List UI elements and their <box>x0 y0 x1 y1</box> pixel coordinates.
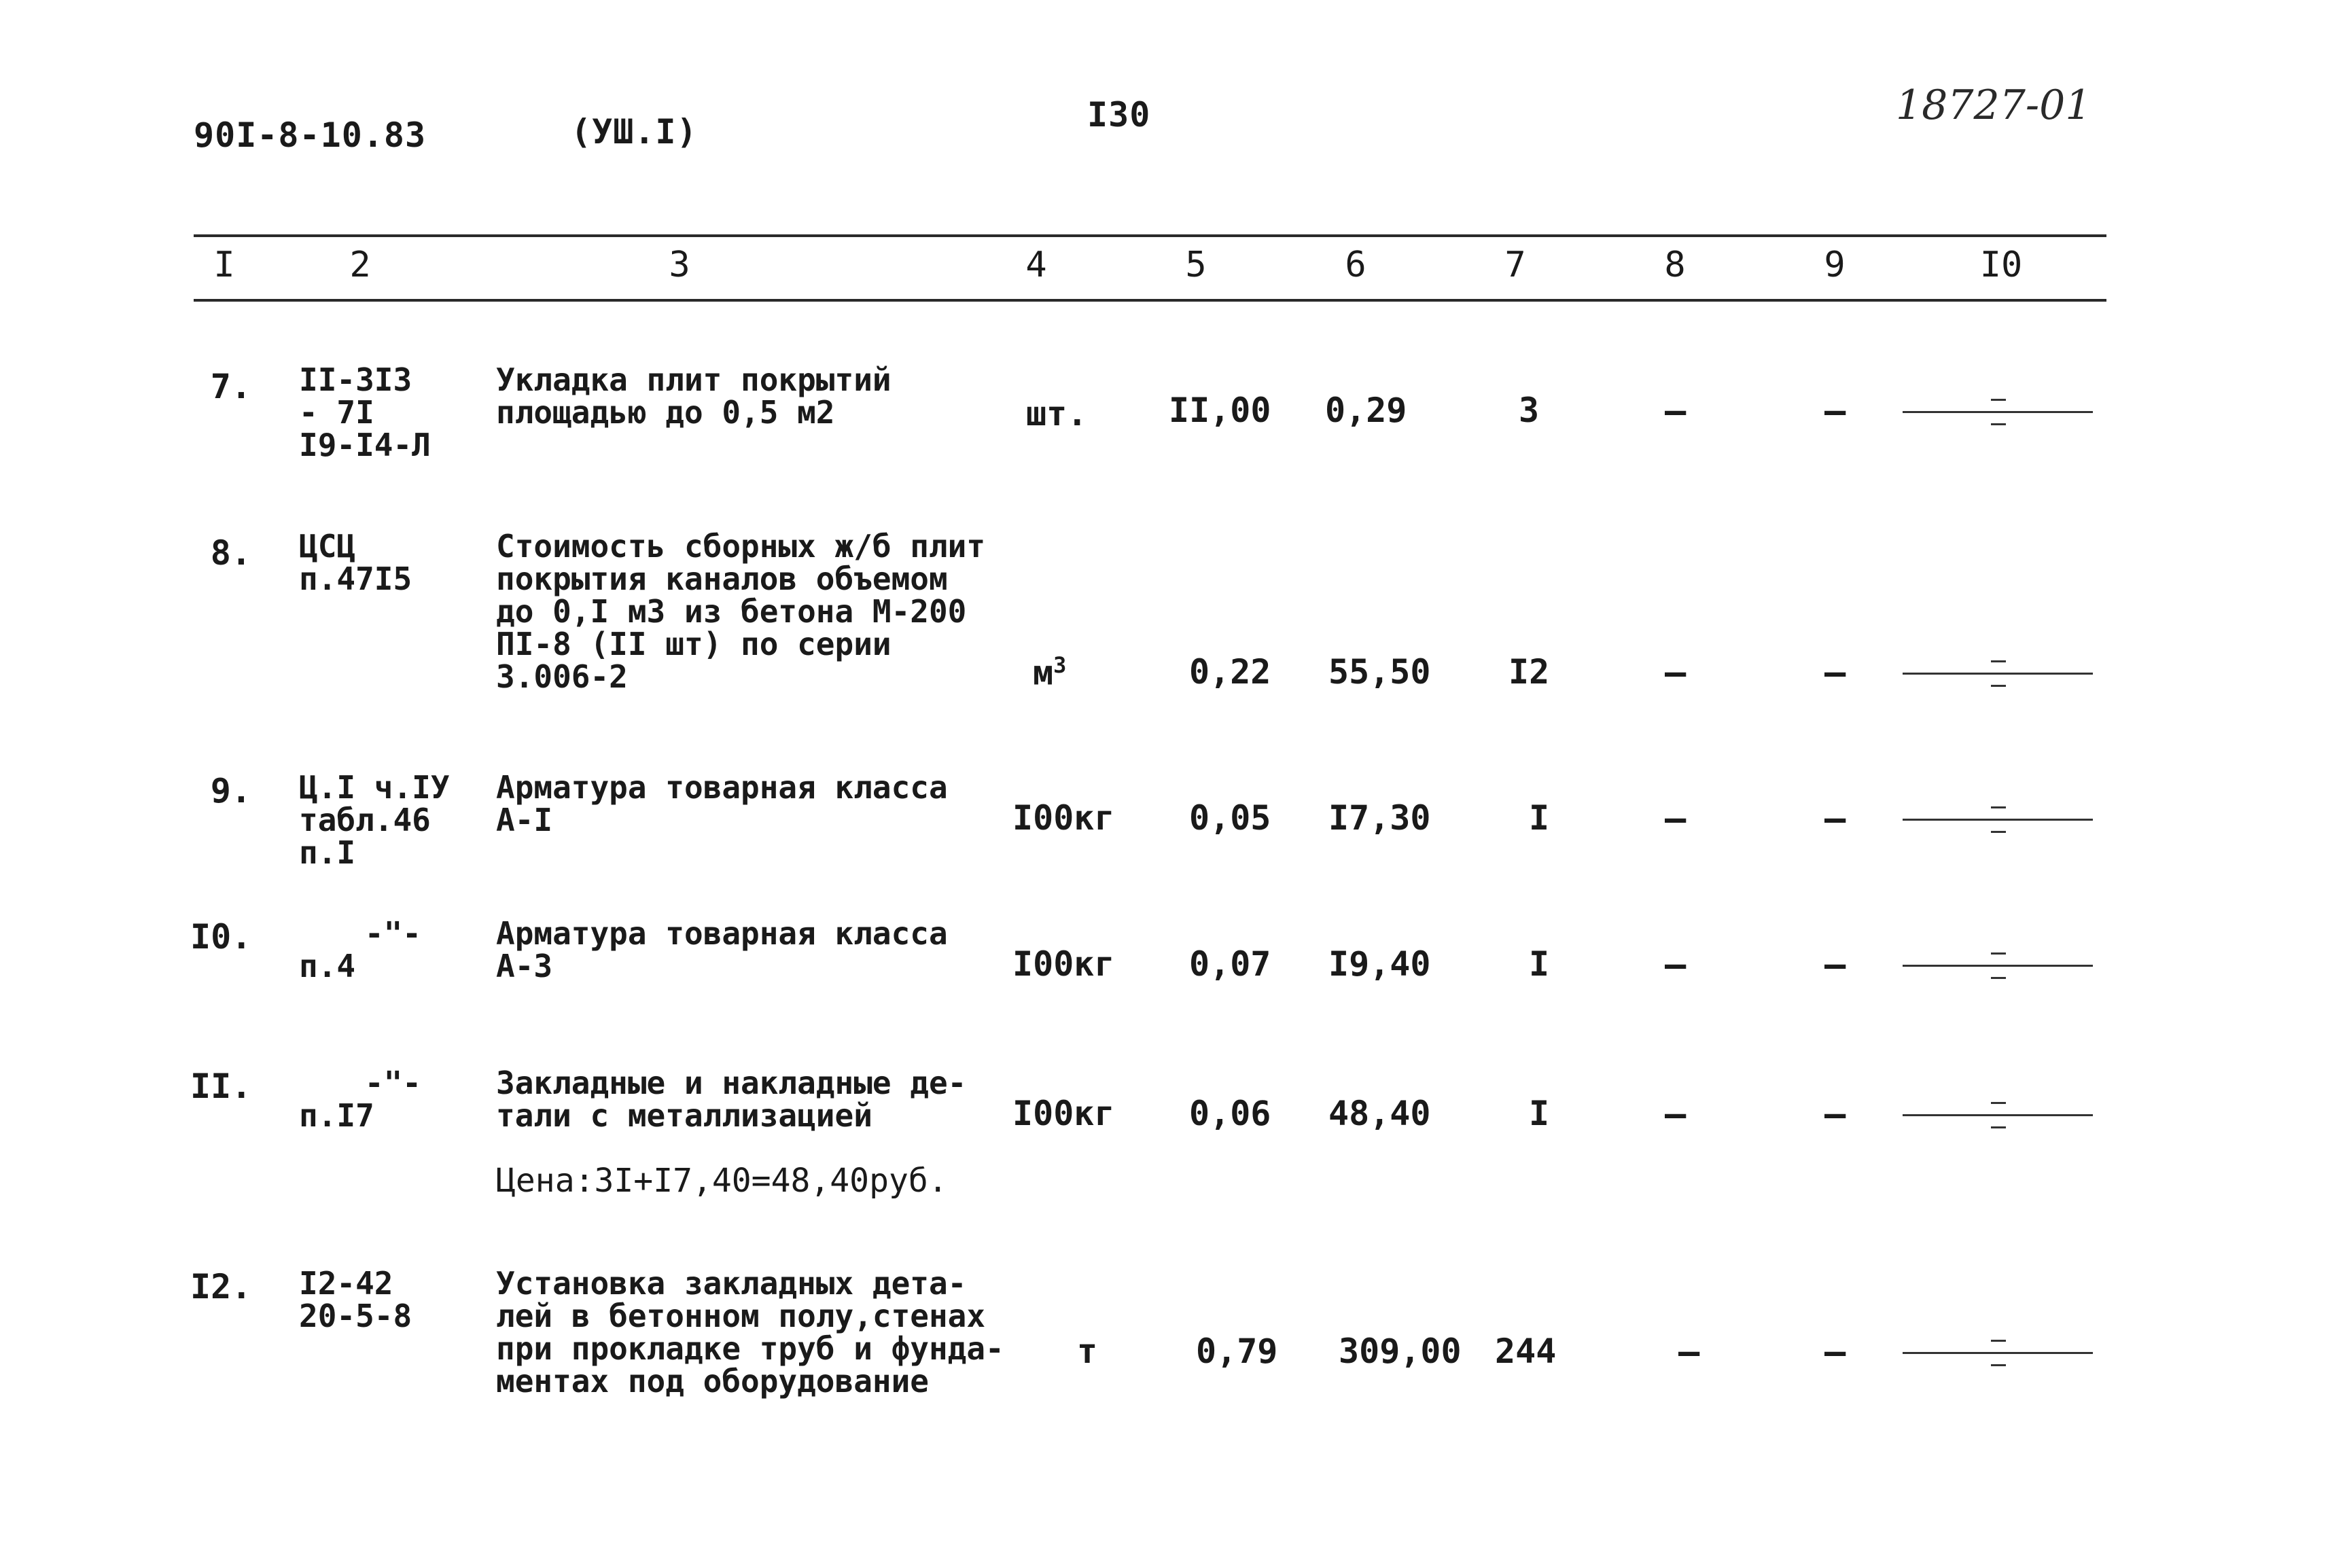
row-col9: – <box>1824 652 1846 693</box>
row-cost: I <box>1529 944 1550 984</box>
row-quantity: 0,22 <box>1189 652 1271 692</box>
row-code-ref: п.4 <box>299 948 356 984</box>
document-code: 90I-8-10.83 <box>194 115 427 155</box>
row-number: I2. <box>190 1267 252 1306</box>
row-description: Арматура товарная класса А-I <box>496 769 948 838</box>
row-col8: – <box>1665 1094 1687 1135</box>
row-price: 55,50 <box>1328 652 1431 692</box>
row-number: II. <box>190 1067 252 1106</box>
row-quantity: 0,06 <box>1189 1094 1271 1133</box>
row-col9: – <box>1824 944 1846 985</box>
row-description: Укладка плит покрытий площадью до 0,5 м2 <box>496 361 892 431</box>
row-unit: I00кг <box>1012 944 1115 984</box>
row-unit: $м^3$ <box>1033 652 1067 693</box>
row-col8: – <box>1678 1332 1700 1372</box>
row-cost: I <box>1529 798 1550 838</box>
row-quantity: 0,07 <box>1189 944 1271 984</box>
row-code: -"- <box>364 915 421 952</box>
column-header: 7 <box>1504 245 1526 285</box>
row-col9: – <box>1824 1332 1846 1372</box>
column-header: 3 <box>669 245 690 285</box>
row-code: I2-42 20-5-8 <box>299 1265 412 1334</box>
row-description: Арматура товарная класса А-3 <box>496 915 948 984</box>
row-price: 48,40 <box>1328 1094 1431 1133</box>
column-header: I0 <box>1979 245 2023 285</box>
row-number: 7. <box>210 367 251 406</box>
row-number: 8. <box>210 533 251 573</box>
row-description: Установка закладных дета- лей в бетонном полу,стенах при прокладке труб и фунда- ментах под оборудование <box>496 1265 1004 1400</box>
price-note: Цена:3I+I7,40=48,40руб. <box>496 1162 948 1200</box>
row-unit: I00кг <box>1012 798 1115 838</box>
header-top-rule <box>194 234 2106 237</box>
row-description: Закладные и накладные де- тали с металлизацией <box>496 1065 967 1134</box>
column-header: I <box>213 245 235 285</box>
ditto-mark <box>1903 965 2093 967</box>
row-quantity: 0,79 <box>1196 1332 1278 1371</box>
row-unit: шт. <box>1026 394 1088 433</box>
row-code: -"- <box>364 1065 421 1101</box>
row-cost: 3 <box>1519 391 1540 430</box>
handwritten-reference: 18727-01 <box>1896 82 2091 129</box>
row-cost: I2 <box>1508 652 1550 692</box>
row-col8: – <box>1665 652 1687 693</box>
column-header: 2 <box>349 245 371 285</box>
ditto-mark <box>1903 819 2093 821</box>
ditto-mark <box>1903 1352 2093 1354</box>
column-header: 8 <box>1664 245 1686 285</box>
header-bottom-rule <box>194 299 2106 302</box>
column-header: 6 <box>1345 245 1366 285</box>
ditto-mark <box>1903 673 2093 675</box>
row-code-ref: п.I7 <box>299 1097 374 1134</box>
row-number: 9. <box>210 771 251 810</box>
ditto-mark <box>1903 411 2093 413</box>
row-quantity: 0,05 <box>1189 798 1271 838</box>
row-col8: – <box>1665 944 1687 985</box>
page-number: I30 <box>1087 95 1151 135</box>
row-price: I7,30 <box>1328 798 1431 838</box>
row-col8: – <box>1665 391 1687 431</box>
ditto-mark <box>1903 1114 2093 1116</box>
row-col9: – <box>1824 1094 1846 1135</box>
row-cost: I <box>1529 1094 1550 1133</box>
column-header: 5 <box>1185 245 1207 285</box>
row-code: ЦСЦ п.47I5 <box>299 528 412 597</box>
row-code: II-3I3 - 7I I9-I4-Л <box>299 361 431 463</box>
row-number: I0. <box>190 917 252 957</box>
row-col8: – <box>1665 798 1687 839</box>
row-price: 309,00 <box>1339 1332 1462 1371</box>
row-description: Стоимость сборных ж/б плит покрытия каналов объемом до 0,I м3 из бетона М-200 ПI-8 (II шт) по серии 3.006-2 <box>496 528 986 695</box>
column-header: 9 <box>1824 245 1846 285</box>
row-unit: I00кг <box>1012 1094 1115 1133</box>
row-unit: т <box>1077 1332 1098 1371</box>
section-label: (УШ.I) <box>571 112 698 152</box>
row-code: Ц.I ч.IУ табл.46 п.I <box>299 769 450 871</box>
column-header: 4 <box>1025 245 1047 285</box>
row-price: 0,29 <box>1325 391 1407 430</box>
row-quantity: II,00 <box>1169 391 1271 430</box>
row-col9: – <box>1824 391 1846 431</box>
row-price: I9,40 <box>1328 944 1431 984</box>
row-col9: – <box>1824 798 1846 839</box>
row-cost: 244 <box>1495 1332 1557 1371</box>
